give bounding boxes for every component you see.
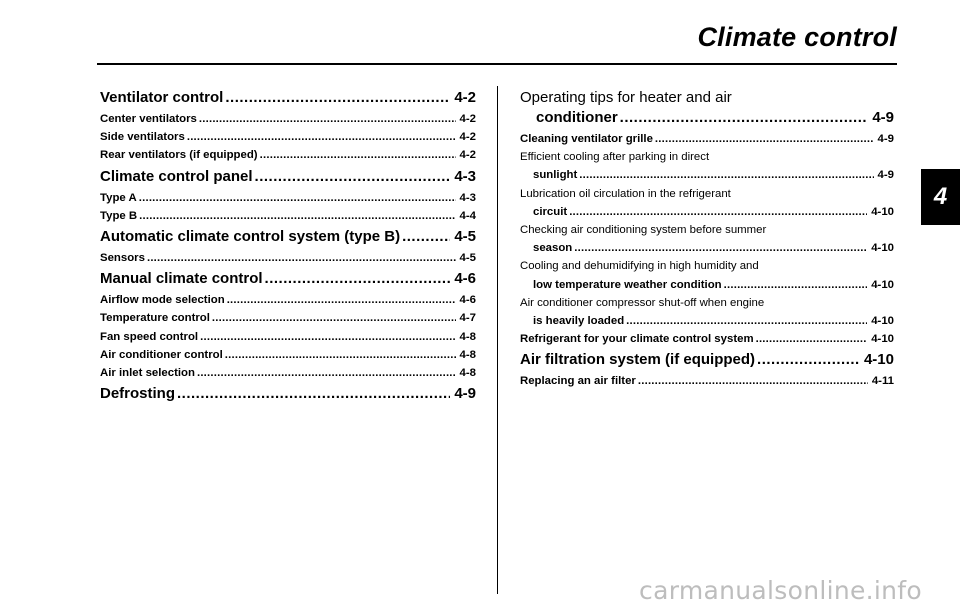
toc-subsection-entry[interactable] xyxy=(100,309,476,327)
toc-page-number: 4-10 xyxy=(871,315,894,328)
toc-page-number: 4-2 xyxy=(459,149,476,162)
toc-page-number: 4-3 xyxy=(459,191,476,204)
toc-page-number: 4-8 xyxy=(459,367,476,380)
toc-section-entry[interactable] xyxy=(100,227,476,247)
toc-subsection-entry[interactable] xyxy=(520,130,894,148)
chapter-tab-label: 4 xyxy=(933,183,948,210)
toc-entry-title-line2: is heavily loaded xyxy=(533,315,625,328)
dot-leader xyxy=(225,88,450,108)
toc-subsection-entry[interactable] xyxy=(100,110,476,128)
toc-entry-title: Airflow mode selection xyxy=(100,294,225,307)
toc-entry-title: Air inlet selection xyxy=(100,367,195,380)
toc-page-number: 4-11 xyxy=(871,375,894,388)
toc-entry-title: Type A xyxy=(100,191,137,204)
dot-leader xyxy=(197,364,456,382)
toc-entry-title: Ventilator control xyxy=(100,89,224,106)
toc-page-number: 4-5 xyxy=(454,228,476,246)
toc-subsection-entry[interactable] xyxy=(100,364,476,382)
toc-subsection-entry[interactable] xyxy=(100,328,476,346)
dot-leader xyxy=(574,239,867,257)
dot-leader xyxy=(655,130,874,148)
toc-entry-title-line1: Efficient cooling after parking in direct xyxy=(520,151,710,164)
dot-leader xyxy=(200,328,455,346)
toc-section-entry[interactable] xyxy=(100,167,476,187)
toc-entry-title: Rear ventilators (if equipped) xyxy=(100,149,258,162)
dot-leader xyxy=(260,146,456,164)
toc-page-number: 4-10 xyxy=(871,205,894,218)
dot-leader xyxy=(757,350,860,370)
dot-leader xyxy=(199,110,456,128)
toc-page-number: 4-2 xyxy=(459,113,476,125)
toc-entry-title: Temperature control xyxy=(100,312,210,325)
toc-page-number: 4-2 xyxy=(454,89,476,106)
toc-entry-title: Type B xyxy=(100,209,138,222)
toc-entry-title-line2: low temperature weather condition xyxy=(533,278,722,291)
toc-page-number: 4-9 xyxy=(454,385,476,403)
dot-leader xyxy=(227,291,456,309)
toc-section-entry[interactable] xyxy=(100,384,476,404)
toc-subsection-entry[interactable] xyxy=(520,148,894,184)
toc-entry-title: Refrigerant for your climate control system xyxy=(520,333,754,346)
toc-entry-title: Climate control panel xyxy=(100,167,253,185)
dot-leader xyxy=(225,346,456,364)
toc-subsection-entry[interactable] xyxy=(520,221,894,257)
toc-page-number: 4-9 xyxy=(877,133,894,145)
toc-page-number: 4-6 xyxy=(459,294,476,307)
dot-leader xyxy=(756,330,868,348)
toc-entry-title: Automatic climate control system (type B) xyxy=(100,228,401,246)
chapter-tab[interactable] xyxy=(921,169,960,225)
toc-left-column xyxy=(100,88,476,406)
toc-entry-title: Air conditioner control xyxy=(100,348,223,361)
dot-leader xyxy=(177,384,450,404)
toc-subsection-entry[interactable] xyxy=(100,146,476,164)
toc-right-column xyxy=(520,88,894,391)
dot-leader xyxy=(147,249,456,267)
toc-page-number: 4-3 xyxy=(454,167,476,185)
toc-page-number: 4-10 xyxy=(871,333,894,346)
toc-subsection-entry[interactable] xyxy=(520,330,894,348)
toc-subsection-entry[interactable] xyxy=(520,294,894,330)
toc-entry-title-line2: sunlight xyxy=(533,169,578,182)
dot-leader xyxy=(265,269,451,289)
toc-entry-title: Defrosting xyxy=(100,385,175,403)
toc-entry-title: Fan speed control xyxy=(100,330,199,343)
toc-subsection-entry[interactable] xyxy=(100,249,476,267)
toc-entry-title-line1: Lubrication oil circulation in the refrigerant xyxy=(520,187,731,200)
dot-leader xyxy=(139,189,456,207)
toc-entry-title-line1: Checking air conditioning system before summer xyxy=(520,224,767,237)
dot-leader xyxy=(626,312,867,330)
dot-leader xyxy=(187,128,456,146)
toc-page-number: 4-10 xyxy=(871,278,894,291)
dot-leader xyxy=(139,207,455,225)
toc-entry-title-line2: circuit xyxy=(533,205,568,218)
toc-subsection-entry[interactable] xyxy=(100,189,476,207)
toc-entry-title: Replacing an air filter xyxy=(520,375,636,388)
toc-subsection-entry[interactable] xyxy=(100,128,476,146)
toc-subsection-entry[interactable] xyxy=(520,185,894,221)
toc-page-number: 4-7 xyxy=(459,312,476,325)
column-divider xyxy=(497,86,498,594)
toc-page-number: 4-10 xyxy=(863,351,894,369)
watermark: carmanualsonline.info xyxy=(639,576,922,605)
toc-entry-title: Air filtration system (if equipped) xyxy=(520,351,756,369)
toc-subsection-entry[interactable] xyxy=(520,257,894,293)
toc-page-number: 4-5 xyxy=(459,252,476,265)
toc-section-entry[interactable] xyxy=(100,88,476,108)
toc-entry-title: Cleaning ventilator grille xyxy=(520,133,653,145)
toc-section-entry[interactable] xyxy=(100,269,476,289)
header-rule xyxy=(97,63,897,65)
toc-subsection-entry[interactable] xyxy=(100,291,476,309)
toc-entry-title-line1: Air conditioner compressor shut-off when engine xyxy=(520,296,765,309)
dot-leader xyxy=(579,166,873,184)
toc-page-number: 4-10 xyxy=(871,242,894,255)
toc-subsection-entry[interactable] xyxy=(100,207,476,225)
toc-page-number: 4-9 xyxy=(877,169,894,182)
toc-entry-title-line2: season xyxy=(533,242,573,255)
dot-leader xyxy=(402,227,450,247)
toc-page-number: 4-2 xyxy=(459,131,476,144)
dot-leader xyxy=(620,108,869,128)
toc-entry-title-line1: Operating tips for heater and air xyxy=(520,89,732,106)
dot-leader xyxy=(212,309,456,327)
dot-leader xyxy=(638,372,868,390)
toc-entry-title: Center ventilators xyxy=(100,113,197,125)
toc-subsection-entry[interactable] xyxy=(100,346,476,364)
toc-page-number: 4-8 xyxy=(459,348,476,361)
toc-section-entry[interactable] xyxy=(520,88,894,128)
toc-page-number: 4-6 xyxy=(454,270,476,288)
toc-page-number: 4-4 xyxy=(459,209,476,222)
toc-subsection-entry[interactable] xyxy=(520,372,894,390)
page-title: Climate control xyxy=(697,22,897,52)
toc-entry-title: Side ventilators xyxy=(100,131,185,144)
toc-entry-title-line2: conditioner xyxy=(536,109,618,126)
toc-page-number: 4-8 xyxy=(459,330,476,343)
dot-leader xyxy=(724,276,868,294)
dot-leader xyxy=(255,167,451,187)
toc-entry-title: Manual climate control xyxy=(100,270,263,288)
toc-section-entry[interactable] xyxy=(520,350,894,370)
toc-page-number: 4-9 xyxy=(872,109,894,126)
toc-entry-title: Sensors xyxy=(100,252,145,265)
toc-entry-title-line1: Cooling and dehumidifying in high humidity and xyxy=(520,260,759,273)
dot-leader xyxy=(569,203,867,221)
